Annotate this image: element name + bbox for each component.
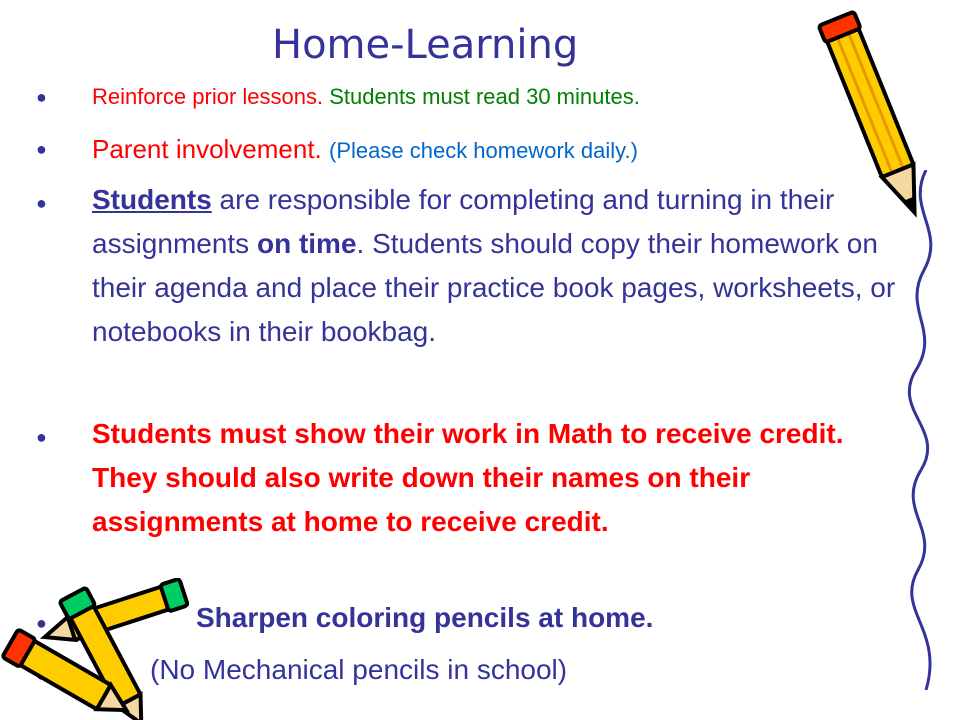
bullet-dot-4: ● xyxy=(36,427,47,447)
bullet-3-students: Students xyxy=(92,184,212,215)
bullet-2 xyxy=(92,134,638,165)
pencil-1-icon xyxy=(40,579,188,651)
pencils-cluster-icon xyxy=(0,578,200,720)
bullet-5: Sharpen coloring pencils at home. xyxy=(196,602,654,633)
bullet-3 xyxy=(92,178,912,354)
page-title: Home-Learning xyxy=(272,22,579,68)
bullet-6: (No Mechanical pencils in school) xyxy=(150,654,568,685)
bullet-dot-5: ● xyxy=(36,613,47,633)
bullet-dot-1: ● xyxy=(36,87,47,107)
bullet-dot-3: ● xyxy=(36,193,47,213)
scribble-line-icon xyxy=(896,170,956,690)
bullet-3-text1: are responsible for completing and turning in their assignments xyxy=(92,184,835,259)
bullet-1 xyxy=(92,84,640,110)
bullet-2-part2: (Please check homework daily.) xyxy=(329,138,638,163)
bullet-2-part1: Parent involvement. xyxy=(92,134,330,164)
bullet-1-part2: Students must read 30 minutes. xyxy=(329,84,640,109)
bullet-3-on-time: on time xyxy=(256,228,357,259)
bullet-1-part1: Reinforce prior lessons. xyxy=(92,84,330,109)
bullet-3-text2: . Students should copy their homework on their agenda and place their practice book pages, worksheets, or notebooks in their bookbag. xyxy=(92,228,896,347)
bullet-dot-2: ● xyxy=(36,139,47,159)
bullet-4: Students must show their work in Math to receive credit. They should also write down their names on their assignments at home to receive credit. xyxy=(92,418,844,537)
